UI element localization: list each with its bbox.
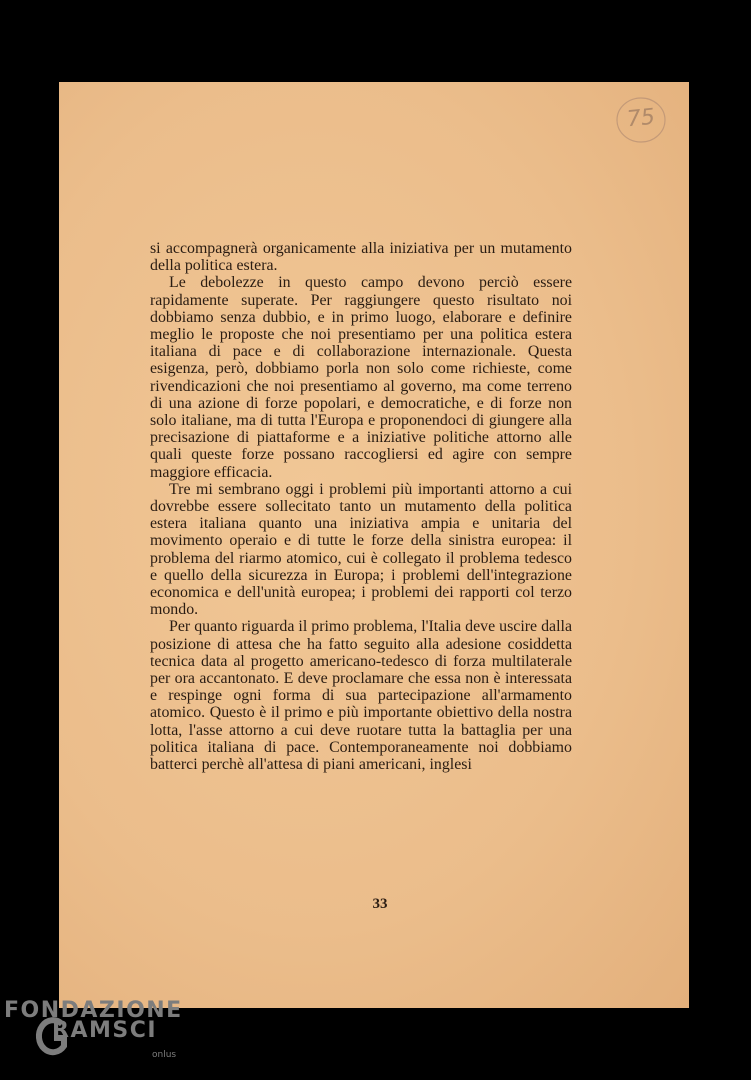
- paragraph: Per quanto riguarda il primo problema, l'Italia deve uscire dalla posizione di attesa che ha fatto seguito alla adesione cosiddetta tecnica data al progetto americano-tedesco di forza multilaterale per ora accantonato. E deve proclamare che essa non è interessata e respinge ogni forma di sua partecipazione all'armamento atomico. Questo è il primo e più importante obiettivo della nostra lotta, l'asse attorno a cui deve ruotare tutta la battaglia per una politica italiana di pace. Contemporaneamente noi dobbiamo batterci perchè all'attesa di piani americani, inglesi: [150, 618, 572, 774]
- archive-number: 75: [625, 104, 657, 133]
- watermark-line-1: FONDAZIONE: [4, 998, 183, 1023]
- page-number: 33: [372, 896, 388, 912]
- archive-number-mark: [615, 94, 667, 148]
- watermark-line-3: onlus: [152, 1050, 177, 1060]
- paragraph: si accompagnerà organicamente alla iniziativa per un mutamento della politica estera.: [150, 240, 572, 275]
- body-text: [150, 240, 572, 773]
- paragraph: Le debolezze in questo campo devono perciò essere rapidamente superate. Per raggiungere questo risultato noi dobbiamo senza dubbio, e in primo luogo, elaborare e definire meglio le proposte che noi presentiamo per una politica estera italiana di pace e di collaborazione internazionale. Questa esigenza, però, dobbiamo porla non solo come richieste, come rivendicazioni che noi presentiamo al governo, ma come terreno di una azione di forze popolari, e democratiche, e di forze non solo italiane, ma di tutta l'Europa e proponendoci di giungere alla precisazione di piattaforme e a iniziative politiche attorno alle quali queste forze possano raccogliersi ed agire con sempre maggiore efficacia.: [150, 274, 572, 481]
- document-page: [59, 82, 689, 1008]
- fondazione-gramsci-watermark: [4, 996, 204, 1076]
- paragraph: Tre mi sembrano oggi i problemi più importanti attorno a cui dovrebbe essere sollecitato tanto un mutamento della politica estera italiana quanto una iniziativa ampia e unitaria del movimento operaio e di tutte le forze della sinistra europea: il problema del riarmo atomico, cui è collegato il problema tedesco e quello della sicurezza in Europa; i problemi dell'integrazione economica e dell'unità europea; i problemi dei rapporti col terzo mondo.: [150, 480, 572, 619]
- watermark-line-2: RAMSCI: [52, 1018, 158, 1043]
